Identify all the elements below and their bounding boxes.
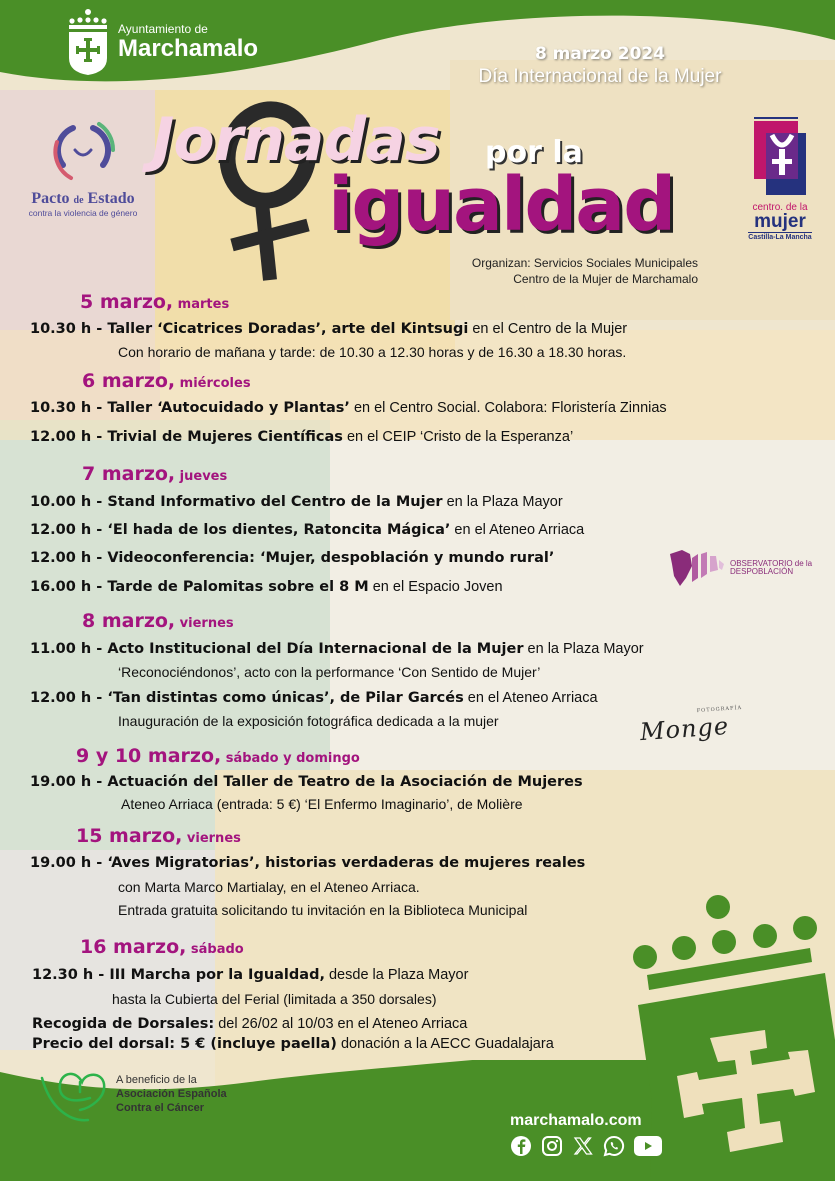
- event-item: 10.00 h - Stand Informativo del Centro de la Mujer en la Plaza Mayor: [30, 494, 563, 510]
- day-heading: 9 y 10 marzo, sábado y domingo: [76, 745, 360, 767]
- aecc-label: Contra el Cáncer: [116, 1101, 205, 1114]
- whatsapp-icon[interactable]: [603, 1135, 625, 1157]
- event-note: Precio del dorsal: 5 € (incluye paella) donación a la AECC Guadalajara: [32, 1036, 554, 1052]
- heart-ribbon-icon: [40, 1068, 110, 1122]
- day-heading: 16 marzo, sábado: [80, 936, 244, 958]
- observatorio-logo: [668, 548, 812, 588]
- event-item: 12.00 h - ‘El hada de los dientes, Ratoncita Mágica’ en el Ateneo Arriaca: [30, 522, 585, 538]
- event-detail: con Marta Marco Martialay, en el Ateneo Arriaca.: [118, 879, 420, 895]
- instagram-icon[interactable]: [541, 1135, 563, 1157]
- event-detail: Entrada gratuita solicitando tu invitación en la Biblioteca Municipal: [118, 902, 528, 918]
- municipality-name: Marchamalo: [118, 35, 259, 62]
- event-detail: Con horario de mañana y tarde: de 10.30 a 12.30 horas y de 16.30 a 18.30 horas.: [118, 344, 627, 360]
- website-link[interactable]: marchamalo.com: [510, 1112, 642, 1129]
- event-item: 12.30 h - III Marcha por la Igualdad, desde la Plaza Mayor: [32, 967, 469, 983]
- event-item: 19.00 h - Actuación del Taller de Teatro de la Asociación de Mujeres: [30, 774, 583, 790]
- event-item: 12.00 h - ‘Tan distintas como únicas’, de Pilar Garcés en el Ateneo Arriaca: [30, 690, 598, 706]
- event-detail: hasta la Cubierta del Ferial (limitada a 350 dorsales): [112, 991, 437, 1007]
- event-detail: Inauguración de la exposición fotográfica dedicada a la mujer: [118, 713, 499, 729]
- event-subtitle: Día Internacional de la Mujer: [478, 66, 722, 87]
- event-item: 10.30 h - Taller ‘Autocuidado y Plantas’ en el Centro Social. Colabora: Floristería Zinnias: [30, 400, 667, 416]
- event-item: 12.00 h - Videoconferencia: ‘Mujer, despoblación y mundo rural’: [30, 550, 555, 566]
- centro-mujer-label: centro. de la: [752, 202, 808, 213]
- observatorio-label: OBSERVATORIO de la: [730, 558, 813, 568]
- day-heading: 8 marzo, viernes: [82, 610, 234, 632]
- organizers-line: Organizan: Servicios Sociales Municipales: [471, 256, 698, 270]
- aecc-label: Asociación Española: [116, 1088, 227, 1101]
- day-heading: 15 marzo, viernes: [76, 825, 241, 847]
- observatorio-label: DESPOBLACIÓN: [730, 567, 794, 576]
- event-item: 19.00 h - ‘Aves Migratorias’, historias verdaderas de mujeres reales: [30, 855, 586, 871]
- title-igualdad: igualdad: [328, 162, 675, 248]
- pacto-subtitle: contra la violencia de género: [28, 208, 138, 218]
- event-item: 11.00 h - Acto Institucional del Día Internacional de la Mujer en la Plaza Mayor: [30, 641, 644, 657]
- centro-mujer-region: Castilla-La Mancha: [748, 234, 812, 242]
- monge-signature: FOTOGRAFÍA Monge: [639, 704, 743, 747]
- event-detail: Ateneo Arriaca (entrada: 5 €) ‘El Enfermo Imaginario’, de Molière: [121, 796, 523, 812]
- municipality-small-label: Ayuntamiento de: [118, 22, 208, 36]
- pacto-title: Pacto de Estado: [31, 190, 135, 207]
- event-item: 12.00 h - Trivial de Mujeres Científicas en el CEIP ‘Cristo de la Esperanza’: [30, 429, 574, 445]
- organizers-line: Centro de la Mujer de Marchamalo: [513, 271, 698, 286]
- map-icon: [668, 548, 726, 588]
- centro-mujer-icon: [752, 117, 808, 199]
- aecc-logo: [40, 1068, 227, 1122]
- title-por-la: por la: [485, 135, 583, 170]
- day-heading: 6 marzo, miércoles: [82, 370, 251, 392]
- aecc-label: A beneficio de la: [116, 1074, 197, 1087]
- day-heading: 7 marzo, jueves: [82, 463, 228, 485]
- facebook-icon[interactable]: [510, 1135, 532, 1157]
- event-item: 10.30 h - Taller ‘Cicatrices Doradas’, arte del Kintsugi en el Centro de la Mujer: [30, 321, 628, 337]
- day-heading: 5 marzo, martes: [80, 291, 230, 313]
- centro-mujer-title: mujer: [754, 211, 806, 232]
- centro-mujer-logo: [748, 117, 812, 241]
- shield-icon: [66, 8, 110, 76]
- event-date-block: [440, 44, 760, 88]
- pacto-smile-icon: [43, 120, 123, 182]
- social-links: [510, 1135, 662, 1157]
- event-note: Recogida de Dorsales: del 26/02 al 10/03 en el Ateneo Arriaca: [32, 1016, 468, 1032]
- pacto-estado-logo: [18, 120, 148, 218]
- youtube-icon[interactable]: [634, 1135, 662, 1157]
- municipality-logo: [66, 8, 258, 76]
- event-date: 8 marzo 2024: [534, 44, 666, 64]
- title-jornadas: Jornadas: [152, 105, 440, 175]
- organizers: [420, 256, 698, 287]
- event-item: 16.00 h - Tarde de Palomitas sobre el 8 M en el Espacio Joven: [30, 579, 503, 595]
- event-detail: ‘Reconociéndonos’, acto con la performance ‘Con Sentido de Mujer’: [118, 664, 541, 680]
- x-icon[interactable]: [572, 1135, 594, 1157]
